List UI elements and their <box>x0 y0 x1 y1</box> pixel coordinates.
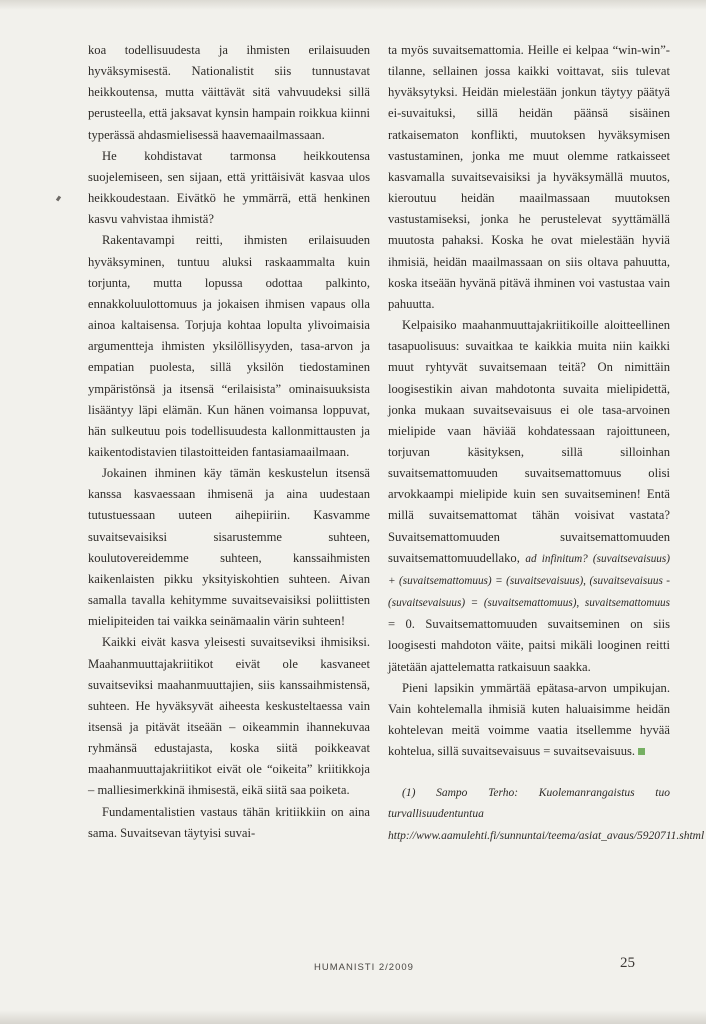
right-column <box>388 40 705 847</box>
closing-text: Pieni lapsikin ymmärtää epätasa-arvon umpikujan. Vain kohtelemalla ihmisiä kuten haluaisimme heidän kohtelevan meitä voimme vaatia itsellemme hyvää kohtelua, sillä suvaitsevaisuus = suvaitsevaisuus. <box>388 680 670 759</box>
footnote: (1) Sampo Terho: Kuolemanrangaistus tuo turvallisuudentuntua http://www.aamulehti.fi/sunnuntai/teema/asiat_avaus/5920711.shtml <box>388 787 705 842</box>
scan-edge-top <box>0 0 706 10</box>
left-column <box>88 40 370 844</box>
pencil-mark <box>56 196 61 202</box>
magazine-issue-label: HUMANISTI 2/2009 <box>314 962 414 973</box>
paragraph-logic-rest: Suvaitsemattomuuden suvaitseminen on siis loogisesti mahdoton väite, paitsi mikäli looginen reitti jätetään ajattelematta ratkaisuun saakka. <box>388 617 670 674</box>
paragraph-logic <box>388 315 670 678</box>
paragraph: Rakentavampi reitti, ihmisten erilaisuuden hyväksyminen, tuntuu aluksi raskaammalta kuin torjunta, mutta lopussa odottaa palkinto, ennakkoluulottomuus ja jokaisen ihmisen vapaus olla ainoa kaltaisensa. Torjuja kohtaa lopulta ylivoimaisia argumentteja ihmisten yksilöllisyyden, tasa-arvon ja empatian puolesta, sillä yksilön tiedostaminen ympäristönsä ja itsensä “erilaisista” ominaisuuksista lisääntyy läpi elämän. Kun hänen voimansa loppuvat, hän sulkeutuu pois todellisuudesta kallonmittausten ja kaikentodistavien tilastoitteiden fantasiamaailmaan. <box>88 233 370 459</box>
paragraph: Kaikki eivät kasva yleisesti suvaitseviksi ihmisiksi. Maahanmuuttajakriitikot eivät ole kasvaneet suvaitseviksi maahanmuuttajien, siis kanssaihmistensä, suhteen. He hyväksyvät aiheesta keskusteltaessa vain itsensä ja pitävät itseään – oikeammin ihannekuvaa ryhmänsä edustajasta, koska siitä poikkeavat maahanmuuttajakriitikot eivät ole “oikeita” kriitikkoja – malliesimerkkinä ihmisestä, eikä siitä saa poiketa. <box>88 635 370 798</box>
paragraph: koa todellisuudesta ja ihmisten erilaisuuden hyväksymisestä. Nationalistit siis tunnustavat heikkoutensa, mutta väittävät sitä vahvuudeksi sillä perusteella, että jaksavat kynsin hampain roikkua kiinni typerässä ahdasmielisessä haavemaailmassaan. <box>88 43 370 142</box>
paragraph: Jokainen ihminen käy tämän keskustelun itsensä kanssa kasvaessaan ihmisenä ja aina uudestaan tutustuessaan uuteen aihepiiriin. Kasvamme suvaitsevaisiksi sisarustemme suhteen, koulutovereidemme suhteen, kanssaihmisten kaikenlaisten pikku yksityiskohtien suhteen. Aivan samalla tavalla kehitymme suvaitsevaisiksi poliittisten mielipiteiden tai vaikka seinämaalin värin suhteen! <box>88 466 370 629</box>
paragraph-logic-text: Kelpaisiko maahanmuuttajakriitikoille aloitteellinen tasapuolisuus: suvaitkaa te kaikkia muita niin kaikki muut ryhtyvät suvaitsemaan teitä? On nimittäin loogisestikin aivan mahdotonta suvaita mielipidettä, jonka mukaan suvaitsevaisuus ei ole tasa-arvoinen mielipide vaan häviää kohdatessaan rajoittuneen, torjuvan käsityksen, sillä silloinhan suvaitsemattomuuden suvaitsemattomuus olisi arvokkaampi mielipide kuin sen suvaitseminen! Entä millä suvaitsemattomat tähän voisivat vastata? Suvaitsemattomuuden suvaitsemattomuuden suvaitsemattomuudellako, <box>388 318 670 565</box>
page-number: 25 <box>620 955 635 971</box>
end-of-article-mark <box>638 748 645 755</box>
paragraph: ta myös suvaitsemattomia. Heille ei kelpaa “win-win”-tilanne, sellainen jossa kaikki voittavat, siis tulevat hyväksytyksi. Heidän mielestään jonkun täytyy päätyä ei-suvaituksi, sillä heidän päänsä sisäinen ratkaisematon konflikti, muutoksen hyväksymisen vastustaminen, jonka me muut olemme ratkaisseet kasvamalla suvaitsevaisiksi ja hyväksymällä muutos, kieroutuu heidän maailmassaan muutoksen vastustamiseksi, jonka he perustelevat syyttämällä muutosta pahaksi. Koska he ovat mielestään hyviä ihmisiä, heidän maailmassaan on siis oltava pahuutta, koska itseään hyvänä pitävä ihminen voi vastustaa vain pahuutta. <box>388 43 670 311</box>
logic-formula: ad infinitum? (suvaitsevaisuus) + (suvaitsemattomuus) = (suvaitsevaisuus), (suvaitsevaisuus - (suvaitsevaisuus) = (suvaitsemattomuus), suvaitsemattomuus <box>388 552 670 610</box>
scan-edge-bottom <box>0 1010 706 1024</box>
paragraph: Fundamentalistien vastaus tähän kritiikkiin on aina sama. Suvaitsevan täytyisi suvai- <box>88 804 370 840</box>
paragraph: He kohdistavat tarmonsa heikkoutensa suojelemiseen, sen sijaan, että yrittäisivät kasvaa ulos heikkoudestaan. Eivätkö he ymmärrä, että henkinen kasvu vahvistaa ihmistä? <box>88 148 370 227</box>
closing-paragraph <box>388 678 670 763</box>
logic-result: = 0. <box>388 617 415 632</box>
